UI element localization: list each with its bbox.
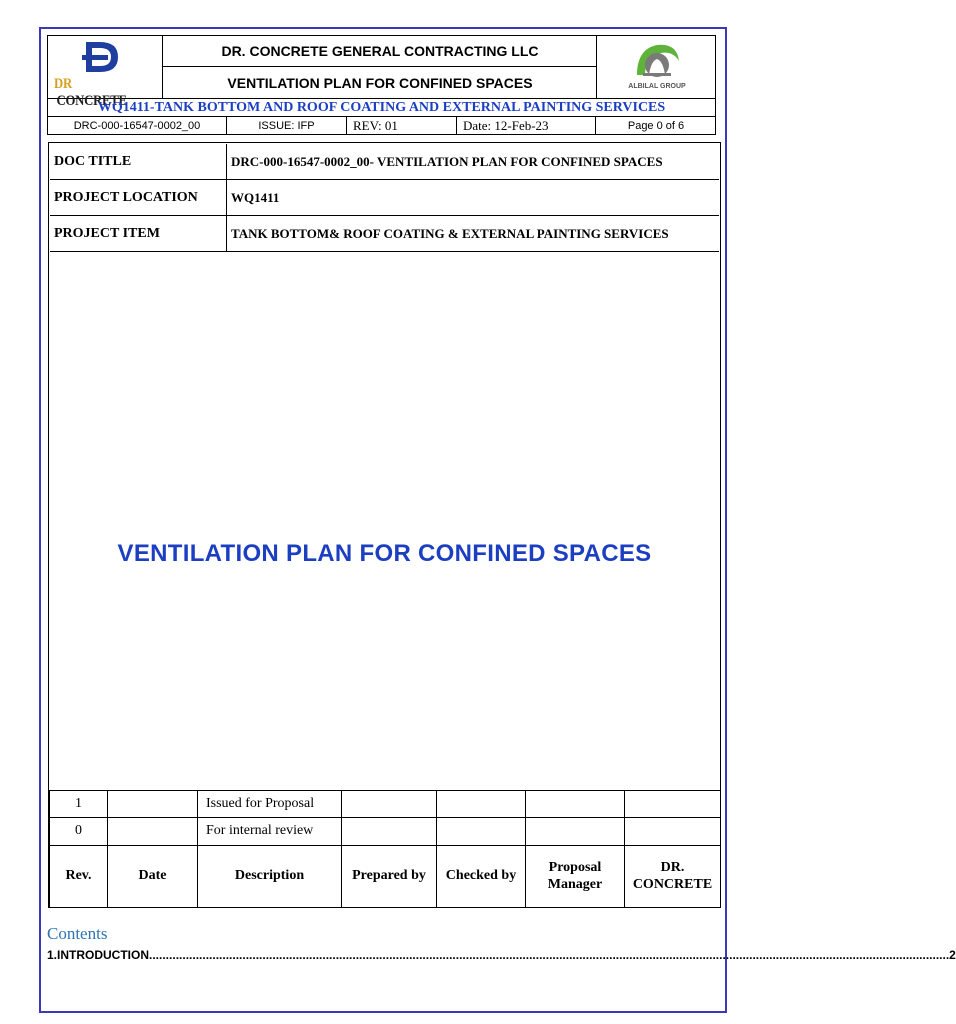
logo-word: CONCRETE [56, 93, 127, 109]
issue-status: ISSUE: IFP [227, 117, 347, 135]
rev-cell: 1 [49, 790, 108, 818]
drc-approval-cell [624, 817, 721, 846]
info-value: DRC-000-16547-0002_00- VENTILATION PLAN FOR CONFINED SPACES [226, 144, 719, 179]
proposal-manager-cell [525, 790, 625, 818]
info-label: PROJECT LOCATION [54, 189, 198, 205]
albilal-logo-mark-icon [627, 39, 687, 83]
checked-cell [436, 817, 526, 846]
document-subject: VENTILATION PLAN FOR CONFINED SPACES [163, 67, 597, 99]
rev-cell: 0 [49, 817, 108, 846]
description-cell: For internal review [197, 817, 342, 846]
contents-heading: Contents [47, 924, 108, 943]
date-cell [107, 790, 198, 818]
drc-header-line2: CONCRETE [632, 876, 713, 892]
albilal-group-logo [596, 36, 716, 99]
info-value: WQ1411 [226, 180, 719, 215]
project-line: WQ1411-TANK BOTTOM AND ROOF COATING AND EXTERNAL PAINTING SERVICES [48, 99, 715, 117]
proposal-manager-cell [525, 817, 625, 846]
prepared-cell [341, 790, 437, 818]
albilal-logo-text: ALBILAL GROUP [628, 83, 686, 90]
toc-title: INTRODUCTION [57, 948, 150, 962]
drc-header [624, 845, 721, 908]
prepared-cell [341, 817, 437, 846]
toc-page: 2 [949, 948, 956, 962]
info-row-project-location [50, 180, 719, 216]
main-title: VENTILATION PLAN FOR CONFINED SPACES [117, 540, 652, 567]
revision-table [49, 790, 721, 908]
document-header [47, 35, 716, 135]
revision-number: REV: 01 [347, 117, 457, 135]
rev-header: Rev. [49, 845, 108, 908]
info-value: TANK BOTTOM& ROOF COATING & EXTERNAL PAINTING SERVICES [226, 216, 719, 251]
date-cell [107, 817, 198, 846]
toc-leader-dots: ................................................................................................................................................................................................................................................ [149, 948, 950, 962]
checked-cell [436, 790, 526, 818]
company-name: DR. CONCRETE GENERAL CONTRACTING LLC [163, 36, 597, 67]
description-header: Description [197, 845, 342, 908]
prepared-by-header: Prepared by [341, 845, 437, 908]
checked-by-header: Checked by [436, 845, 526, 908]
date-header: Date [107, 845, 198, 908]
page-count: Page 0 of 6 [627, 120, 685, 132]
drc-approval-cell [624, 790, 721, 818]
toc-entry-introduction[interactable] [47, 948, 956, 962]
proposal-header-line1: Proposal [548, 859, 602, 875]
logo-prefix: DR [54, 76, 72, 92]
proposal-manager-header [525, 845, 625, 908]
description-cell: Issued for Proposal [197, 790, 342, 818]
proposal-header-line2: Manager [547, 876, 603, 892]
info-row-doc-title [50, 144, 719, 180]
info-label: DOC TITLE [54, 153, 132, 169]
document-number: DRC-000-16547-0002_00 [48, 117, 227, 135]
document-date: Date: 12-Feb-23 [457, 117, 596, 135]
info-label: PROJECT ITEM [54, 225, 160, 241]
dr-concrete-logo [48, 36, 163, 109]
info-row-project-item [50, 216, 719, 252]
drc-header-line1: DR. [660, 859, 685, 875]
toc-number: 1. [47, 948, 58, 962]
